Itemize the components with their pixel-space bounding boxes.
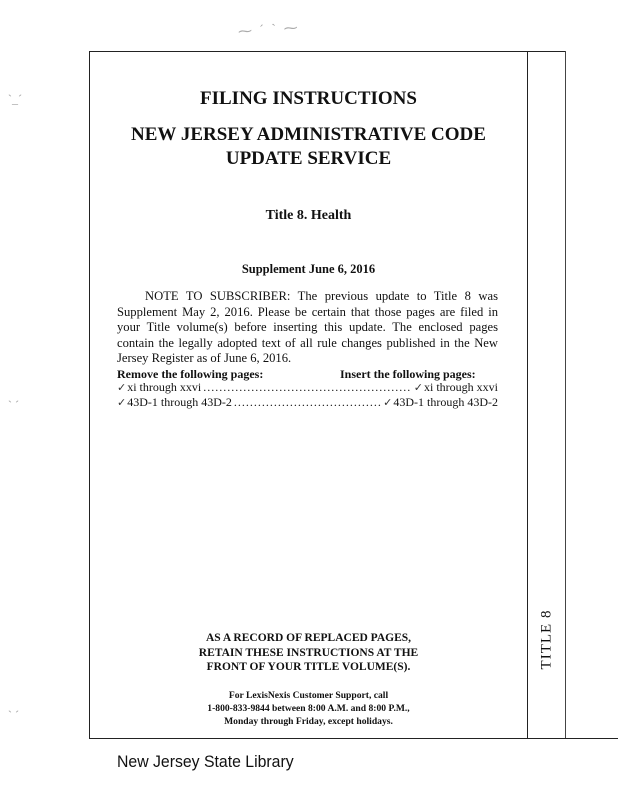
title-heading: Title 8. Health [265,208,352,223]
remove-page-range: xi through xxvi [127,380,202,394]
spine-divider [565,51,566,739]
margin-mark: ˋ ˊ [8,398,19,412]
code-heading-line-2: UPDATE SERVICE [225,148,392,169]
record-notice-line: AS A RECORD OF REPLACED PAGES, [205,632,412,644]
bottom-rule [89,738,618,739]
support-notice-line: For LexisNexis Customer Support, call [228,690,389,701]
record-notice-line: RETAIN THESE INSTRUCTIONS AT THE [198,646,419,659]
spine-divider [527,51,528,739]
supplement-date: Supplement June 6, 2016 [241,262,376,276]
insert-pages-heading: Insert the following pages: [340,367,476,381]
scan-stamp-mark: ⁓ ˊ ˋ ⁓ [237,20,301,41]
margin-mark: ˋ_ˊ [8,92,22,106]
check-mark-icon: ✓ [117,382,127,394]
remove-page-range: 43D-1 through 43D-2 [127,395,232,409]
code-heading-line-1: NEW JERSEY ADMINISTRATIVE CODE [131,124,486,145]
support-notice-line: Monday through Friday, except holidays. [224,716,393,727]
check-mark-icon: ✓ [413,382,423,394]
insert-page-range: xi through xxvi [424,380,498,394]
margin-mark: ˋ ˊ [8,708,19,722]
record-notice [90,631,527,675]
support-notice-line: 1-800-833-9844 between 8:00 A.M. and 8:00 P.M., [207,703,410,714]
record-notice-line: FRONT OF YOUR TITLE VOLUME(S). [206,661,411,673]
insert-page-range: 43D-1 through 43D-2 [393,395,498,409]
filing-instructions-heading: FILING INSTRUCTIONS [200,88,417,109]
page-list-row [117,380,498,395]
spine-title-label: TITLE 8 [538,609,555,669]
remove-pages-heading: Remove the following pages: [117,367,264,381]
dot-leader [203,380,412,395]
customer-support-notice [90,689,527,728]
page-list-row [117,395,498,410]
subscriber-note: NOTE TO SUBSCRIBER: The previous update to Title 8 was Supplement May 2, 2016. Please be certain that those pages are filed in your Title volume(s) before inserting this update. The enclosed pages contain the legally adopted text of all rule changes published in the New Jersey Register as of June 6, 2016. [117,289,498,365]
check-mark-icon: ✓ [383,397,393,409]
spine-title-tab [533,596,561,682]
check-mark-icon: ✓ [117,397,127,409]
library-stamp: New Jersey State Library [117,752,294,771]
dot-leader [234,395,381,410]
